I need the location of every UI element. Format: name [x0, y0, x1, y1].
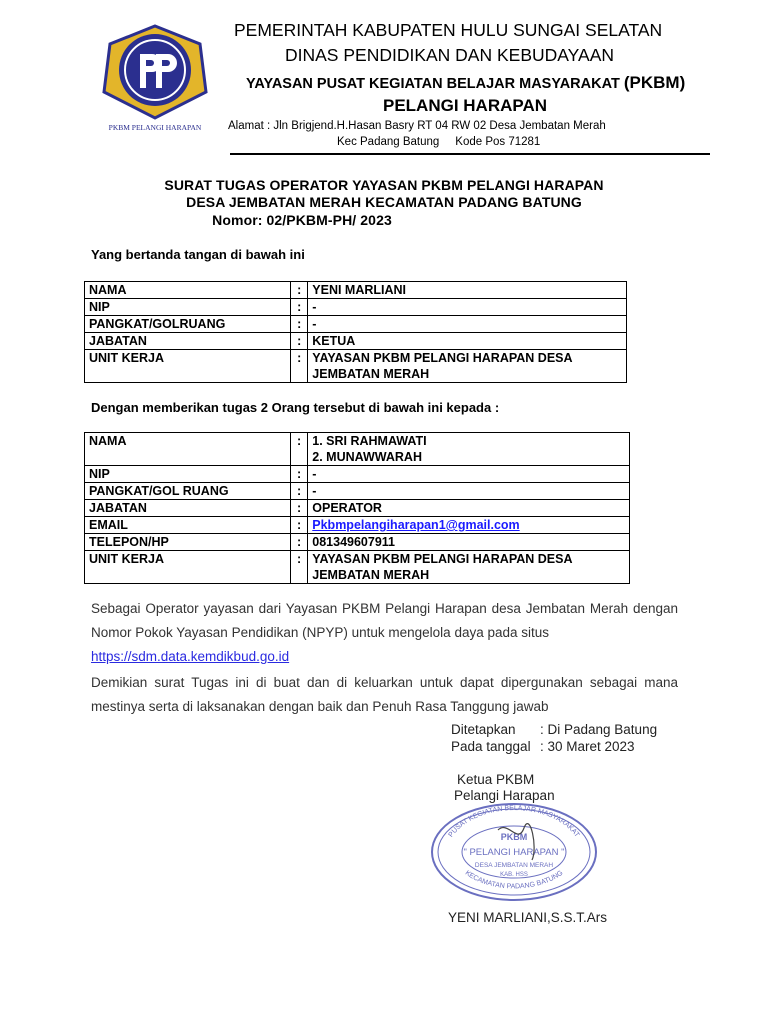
table-row: NAMA : YENI MARLIANI: [85, 282, 627, 299]
table-row: PANGKAT/GOL RUANG : -: [85, 483, 630, 500]
letterhead-rule: [230, 153, 710, 155]
tanggal-value: : 30 Maret 2023: [540, 739, 635, 754]
svg-text:PUSAT KEGIATAN BELAJAR MASYARA: PUSAT KEGIATAN BELAJAR MASYARAKAT: [447, 804, 581, 839]
table-row: NAMA : 1. SRI RAHMAWATI 2. MUNAWWARAH: [85, 433, 630, 466]
tanggal-label: Pada tanggal: [451, 739, 531, 754]
assignment-intro: Dengan memberikan tugas 2 Orang tersebut di bawah ini kepada :: [91, 400, 500, 415]
letterhead-address: Alamat : Jln Brigjend.H.Hasan Basry RT 04 RW 02 Desa Jembatan Merah: [228, 120, 606, 132]
table-row: TELEPON/HP : 081349607911: [85, 534, 630, 551]
table-row: NIP : -: [85, 466, 630, 483]
ditetapkan-value: : Di Padang Batung: [540, 722, 658, 737]
email-link[interactable]: Pkbmpelangiharapan1@gmail.com: [312, 518, 520, 532]
signer-organization: Pelangi Harapan: [454, 788, 555, 803]
table-row: PANGKAT/GOLRUANG : -: [85, 316, 627, 333]
signer-position: Ketua PKBM: [457, 772, 535, 787]
table-row: UNIT KERJA : YAYASAN PKBM PELANGI HARAPAN DESA JEMBATAN MERAH: [85, 350, 627, 383]
sdm-link[interactable]: https://sdm.data.kemdikbud.go.id: [91, 649, 290, 664]
letterhead-org-name: PELANGI HARAPAN: [383, 96, 548, 115]
table-row: JABATAN : OPERATOR: [85, 500, 630, 517]
closing-paragraph: Demikian surat Tugas ini di buat dan di keluarkan untuk dapat dipergunakan sebagai mana mestinya serta di laksanakan dengan baik dan Penuh Rasa Tanggung jawab: [91, 675, 678, 714]
document-number: Nomor: 02/PKBM-PH/ 2023: [212, 212, 392, 228]
table-row: UNIT KERJA : YAYASAN PKBM PELANGI HARAPAN DESA JEMBATAN MERAH: [85, 551, 630, 584]
table-row: NIP : -: [85, 299, 627, 316]
assignee-table: [84, 432, 630, 584]
letterhead-address-postcode: Kec Padang Batung Kode Pos 71281: [337, 136, 541, 148]
letterhead-government: PEMERINTAH KABUPATEN HULU SUNGAI SELATAN: [234, 20, 663, 40]
pkbm-logo: [100, 22, 210, 134]
letterhead-foundation: YAYASAN PUSAT KEGIATAN BELAJAR MASYARAKAT (PKBM): [246, 73, 686, 92]
svg-text:KAB. HSS: KAB. HSS: [500, 872, 528, 878]
ditetapkan-label: Ditetapkan: [451, 722, 516, 737]
signer-table: [84, 281, 627, 383]
svg-text:" PELANGI HARAPAN ": " PELANGI HARAPAN ": [463, 847, 565, 858]
letterhead-department: DINAS PENDIDIKAN DAN KEBUDAYAAN: [285, 45, 615, 65]
document-subtitle: DESA JEMBATAN MERAH KECAMATAN PADANG BATUNG: [186, 194, 582, 210]
table-row: EMAIL : Pkbmpelangiharapan1@gmail.com: [85, 517, 630, 534]
table-row: JABATAN : KETUA: [85, 333, 627, 350]
svg-text:KECAMATAN PADANG BATUNG: KECAMATAN PADANG BATUNG: [463, 869, 565, 891]
signer-name: YENI MARLIANI,S.S.T.Ars: [448, 910, 608, 925]
svg-text:PKBM PELANGI HARAPAN: PKBM PELANGI HARAPAN: [108, 123, 202, 132]
official-stamp: [428, 800, 600, 902]
intro-text: Yang bertanda tangan di bawah ini: [91, 247, 305, 262]
svg-text:DESA JEMBATAN MERAH: DESA JEMBATAN MERAH: [474, 862, 554, 869]
document-title: SURAT TUGAS OPERATOR YAYASAN PKBM PELANGI HARAPAN: [164, 177, 604, 193]
body-paragraph: Sebagai Operator yayasan dari Yayasan PKBM Pelangi Harapan desa Jembatan Merah dengan Nomor Pokok Yayasan Pendidikan (NPYP) untuk mengelola daya pada situs https://sdm.data.kemdikbud.go.id: [91, 601, 678, 664]
svg-text:PKBM: PKBM: [500, 832, 528, 842]
